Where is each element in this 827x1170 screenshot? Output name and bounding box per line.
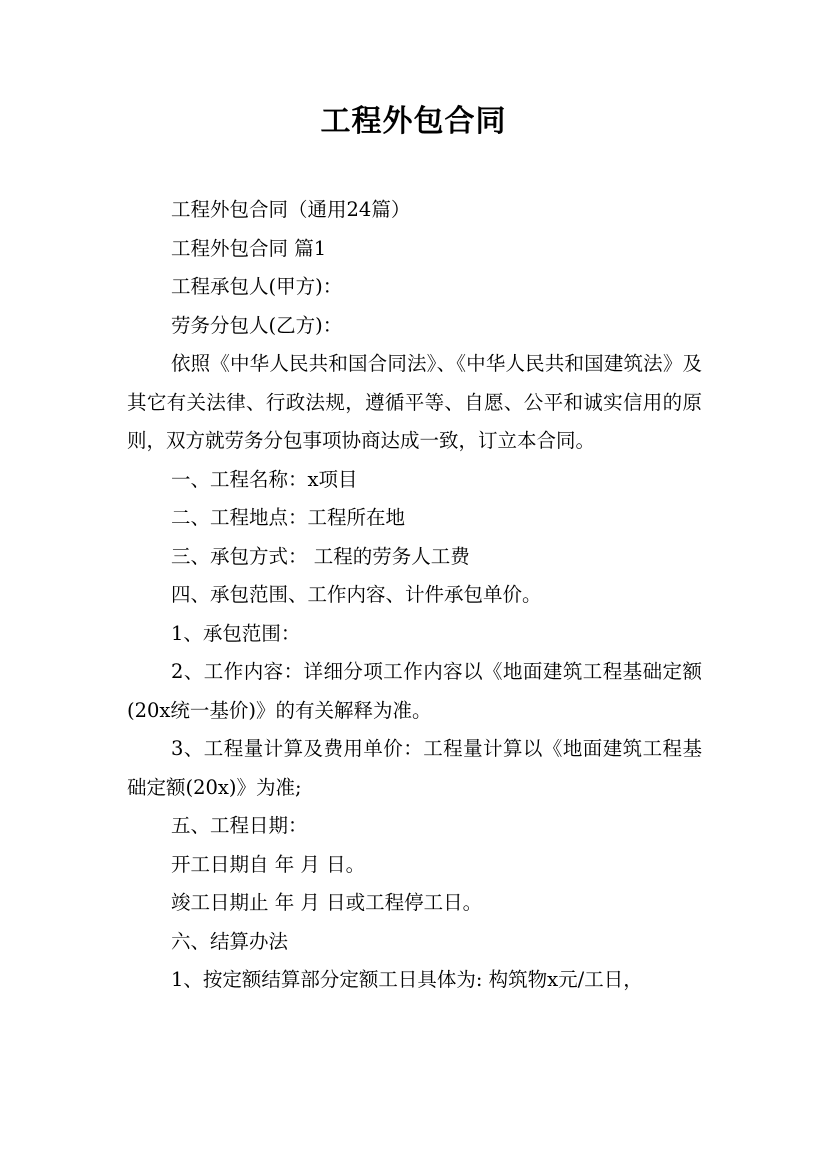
paragraph: 3、工程量计算及费用单价：工程量计算以《地面建筑工程基础定额(20x)》为准; [127,737,702,799]
paragraph: 劳务分包人(乙方)： [171,313,343,337]
paragraph: 工程承包人(甲方)： [171,275,343,298]
paragraph: 四、承包范围、工作内容、计件承包单价。 [171,583,542,606]
paragraph: 六、结算办法 [171,929,289,953]
paragraph: 工程外包合同（通用24篇） [171,198,411,221]
document-body [127,191,702,1000]
paragraph: 1、承包范围： [171,621,301,645]
paragraph: 工程外包合同 篇1 [171,236,327,260]
paragraph: 依照《中华人民共和国合同法》、《中华人民共和国建筑法》及其它有关法律、行政法规，遵循平等、自愿、公平和诚实信用的原则，双方就劳务分包事项协商达成一致，订立本合同。 [127,352,702,452]
paragraph: 1、按定额结算部分定额工日具体为: 构筑物x元/工日， [171,968,643,991]
paragraph: 三、承包方式： 工程的劳务人工费 [171,544,470,568]
paragraph: 开工日期自 年 月 日。 [171,852,366,876]
paragraph: 二、工程地点：工程所在地 [171,506,406,529]
paragraph: 竣工日期止 年 月 日或工程停工日。 [171,891,483,914]
document-title: 工程外包合同 [320,104,507,139]
paragraph: 五、工程日期： [171,814,308,837]
paragraph: 一、工程名称：x项目 [171,467,358,491]
paragraph: 2、工作内容：详细分项工作内容以《地面建筑工程基础定额(20x统一基价)》的有关解释为准。 [127,660,702,722]
